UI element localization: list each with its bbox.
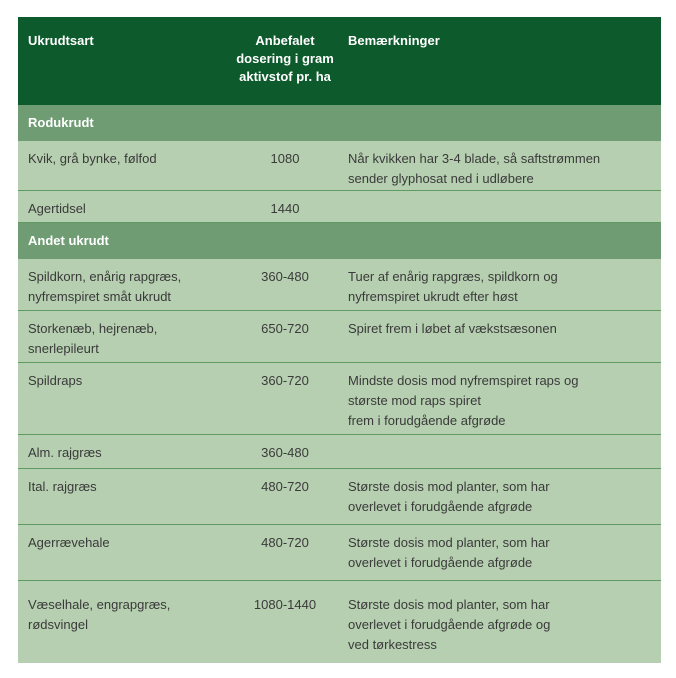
weed-name bbox=[18, 199, 226, 222]
section-title: Andet ukrudt bbox=[28, 233, 109, 248]
remark bbox=[344, 199, 661, 222]
weed-name bbox=[18, 595, 226, 663]
table-row bbox=[18, 259, 661, 311]
remark-line: Største dosis mod planter, som har bbox=[348, 535, 550, 550]
weed-name-line: Storkenæb, hejrenæb, bbox=[28, 321, 158, 336]
remark-line: Største dosis mod planter, som har bbox=[348, 597, 550, 612]
remark-line: nyfremspiret ukrudt efter høst bbox=[348, 289, 518, 304]
header-remarks: Bemærkninger bbox=[348, 33, 440, 48]
dosage-value: 480-720 bbox=[261, 479, 309, 494]
header-weed-type: Ukrudtsart bbox=[28, 33, 94, 48]
dosage-value: 360-480 bbox=[261, 445, 309, 460]
weed-name bbox=[18, 149, 226, 190]
weed-name-line: Kvik, grå bynke, følfod bbox=[28, 151, 157, 166]
weed-name-line: Alm. rajgræs bbox=[28, 445, 102, 460]
dosage-value: 1440 bbox=[270, 201, 300, 216]
remark bbox=[344, 319, 661, 362]
remark-line: overlevet i forudgående afgrøde og bbox=[348, 617, 551, 632]
remark-line: ved tørkestress bbox=[348, 637, 437, 652]
weed-name-line: nyfremspiret småt ukrudt bbox=[28, 289, 172, 304]
table-row bbox=[18, 581, 661, 663]
dosage-value: 1080-1440 bbox=[253, 597, 317, 612]
section-header bbox=[18, 223, 661, 259]
remark-line: største mod raps spiret bbox=[348, 393, 481, 408]
table-row bbox=[18, 525, 661, 581]
remark-line: Spiret frem i løbet af vækstsæsonen bbox=[348, 321, 557, 336]
weed-name bbox=[18, 267, 226, 310]
dosage-value: 360-480 bbox=[261, 269, 309, 284]
herbicide-dosage-table bbox=[18, 17, 661, 663]
weed-name-line: Spildkorn, enårig rapgræs, bbox=[28, 269, 182, 284]
section-header bbox=[18, 105, 661, 141]
weed-name bbox=[18, 533, 226, 580]
remark bbox=[344, 149, 661, 190]
dosage-value: 650-720 bbox=[261, 321, 309, 336]
weed-name bbox=[18, 443, 226, 468]
remark bbox=[344, 533, 661, 580]
dosage-value: 1080 bbox=[270, 151, 300, 166]
weed-name-line: Spildraps bbox=[28, 373, 83, 388]
remark bbox=[344, 267, 661, 310]
remark bbox=[344, 595, 661, 663]
remark-line: sender glyphosat ned i udløbere bbox=[348, 171, 534, 186]
weed-name bbox=[18, 319, 226, 362]
weed-name-line: Ital. rajgræs bbox=[28, 479, 97, 494]
remark-line: Når kvikken har 3-4 blade, så saftstrømmen bbox=[348, 151, 601, 166]
header-dosage-line: Anbefalet bbox=[255, 33, 315, 48]
weed-name bbox=[18, 477, 226, 524]
weed-name bbox=[18, 371, 226, 434]
weed-name-line: snerlepileurt bbox=[28, 341, 99, 356]
header-dosage-line: aktivstof pr. ha bbox=[239, 69, 331, 84]
table-row bbox=[18, 141, 661, 191]
dosage-value: 360-720 bbox=[261, 373, 309, 388]
weed-name-line: rødsvingel bbox=[28, 617, 88, 632]
weed-name-line: Agertidsel bbox=[28, 201, 86, 216]
remark-line: overlevet i forudgående afgrøde bbox=[348, 555, 533, 570]
header-dosage bbox=[226, 32, 344, 105]
header-dosage-line: dosering i gram bbox=[236, 51, 334, 66]
section-title: Rodukrudt bbox=[28, 115, 94, 130]
remark bbox=[344, 443, 661, 468]
remark-line: Største dosis mod planter, som har bbox=[348, 479, 550, 494]
table-row bbox=[18, 311, 661, 363]
weed-name-line: Agerrævehale bbox=[28, 535, 110, 550]
table-row bbox=[18, 363, 661, 435]
table-row bbox=[18, 435, 661, 469]
table-row bbox=[18, 191, 661, 223]
dosage-value: 480-720 bbox=[261, 535, 309, 550]
table-row bbox=[18, 469, 661, 525]
remark-line: Mindste dosis mod nyfremspiret raps og bbox=[348, 373, 579, 388]
remark-line: Tuer af enårig rapgræs, spildkorn og bbox=[348, 269, 558, 284]
weed-name-line: Væselhale, engrapgræs, bbox=[28, 597, 171, 612]
remark bbox=[344, 477, 661, 524]
remark bbox=[344, 371, 661, 434]
remark-line: frem i forudgående afgrøde bbox=[348, 413, 506, 428]
remark-line: overlevet i forudgående afgrøde bbox=[348, 499, 533, 514]
table-header bbox=[18, 17, 661, 105]
